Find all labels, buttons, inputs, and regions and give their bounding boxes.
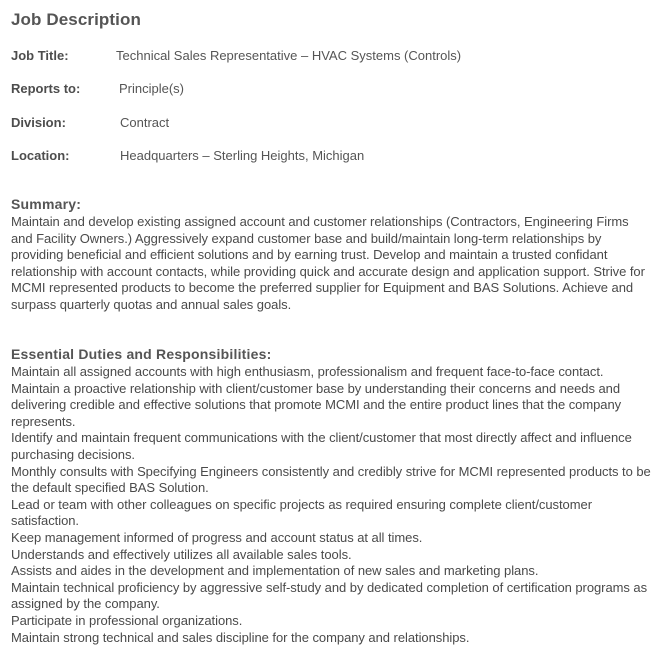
field-value: Technical Sales Representative – HVAC Systems (Controls) <box>116 48 461 64</box>
list-item: Participate in professional organizations. <box>11 613 651 630</box>
list-item: Lead or team with other colleagues on specific projects as required ensuring complete client/customer satisfaction. <box>11 497 651 530</box>
summary-text: Maintain and develop existing assigned account and customer relationships (Contractors, Engineering Firms and Facility Owners.) Aggressively expand customer base and build/maintain long-term relationships by providing beneficial and efficient solutions and by earning trust. Develop and maintain a trusted confidant relationship with account contacts, while providing quick and accurate design and application support. Strive for MCMI represented products to become the preferred supplier for Equipment and BAS Solutions. Achieve and surpass quarterly quotas and annual sales goals. <box>11 214 651 314</box>
list-item: Assists and aides in the development and implementation of new sales and marketing plans. <box>11 563 651 580</box>
field-value: Contract <box>120 115 169 131</box>
field-value: Headquarters – Sterling Heights, Michigan <box>120 148 364 164</box>
duties-heading: Essential Duties and Responsibilities: <box>11 346 271 362</box>
list-item: Identify and maintain frequent communications with the client/customer that most directly affect and influence purchasing decisions. <box>11 430 651 463</box>
list-item: Monthly consults with Specifying Engineers consistently and credibly strive for MCMI represented products to be the default specified BAS Solution. <box>11 464 651 497</box>
summary-heading: Summary: <box>11 196 81 212</box>
field-reports-to <box>11 81 80 97</box>
list-item: Maintain a proactive relationship with client/customer base by understanding their concerns and needs and delivering credible and effective solutions that promote MCMI and the entire product lines that the company represents. <box>11 381 651 431</box>
list-item: Understands and effectively utilizes all available sales tools. <box>11 547 651 564</box>
field-label: Division: <box>11 115 66 131</box>
field-location <box>11 148 70 164</box>
list-item: Maintain technical proficiency by aggressive self-study and by dedicated completion of certification programs as assigned by the company. <box>11 580 651 613</box>
document-title: Job Description <box>11 10 141 30</box>
list-item: Keep management informed of progress and account status at all times. <box>11 530 651 547</box>
field-label: Reports to: <box>11 81 80 97</box>
field-label: Job Title: <box>11 48 69 64</box>
field-label: Location: <box>11 148 70 164</box>
duties-list <box>11 364 651 646</box>
field-division <box>11 115 66 131</box>
job-description-document <box>11 0 651 635</box>
field-job-title <box>11 48 69 64</box>
list-item: Maintain all assigned accounts with high enthusiasm, professionalism and frequent face-to-face contact. <box>11 364 651 381</box>
field-value: Principle(s) <box>119 81 184 97</box>
list-item: Maintain strong technical and sales discipline for the company and relationships. <box>11 630 651 646</box>
